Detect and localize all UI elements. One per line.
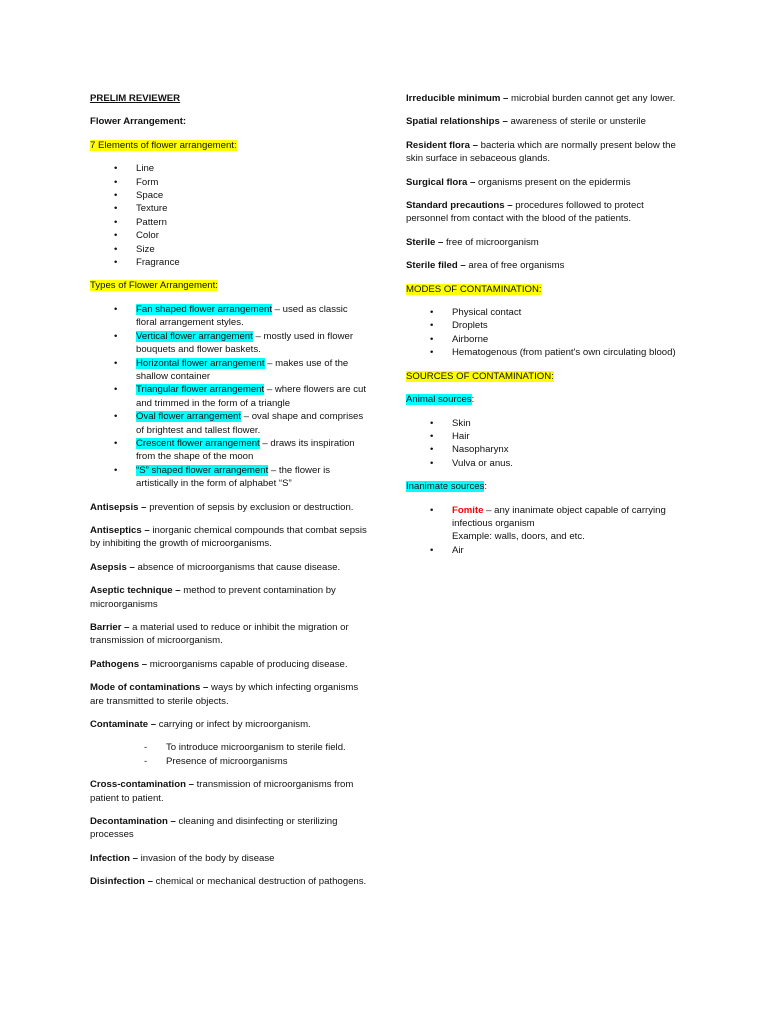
list-item: - Presence of microorganisms (166, 755, 370, 768)
definition: Contaminate – carrying or infect by microorganism. (90, 719, 311, 731)
list-item: • Air (452, 544, 686, 557)
subtitle: Flower Arrangement: (90, 116, 187, 128)
list-item: • Pattern (136, 216, 370, 229)
types-heading: Types of Flower Arrangement: (90, 280, 218, 292)
inanimate-sources-heading: Inanimate sources: (406, 481, 488, 493)
list-item: • Form (136, 176, 370, 189)
list-item: - To introduce microorganism to sterile field. (166, 741, 370, 754)
animal-sources-list (406, 417, 686, 471)
list-item: • “S” shaped flower arrangement – the flower is artistically in the form of alphabet “S” (136, 464, 370, 491)
list-item: • Hair (452, 430, 686, 443)
list-item: • Crescent flower arrangement – draws its inspiration from the shape of the moon (136, 437, 370, 464)
list-item: • Line (136, 162, 370, 175)
definition: Sterile – free of microorganism (406, 236, 539, 248)
definition: Irreducible minimum – microbial burden cannot get any lower. (406, 93, 676, 104)
list-item: • Airborne (452, 333, 686, 346)
elements-heading: 7 Elements of flower arrangement: (90, 139, 237, 151)
list-item: • Vulva or anus. (452, 457, 686, 470)
list-item: • Skin (452, 417, 686, 430)
list-item: • Fomite – any inanimate object capable of carrying infectious organism Example: walls, doors, and etc. (452, 504, 686, 544)
definition: Spatial relationships – awareness of sterile or unsterile (406, 116, 646, 128)
list-item: • Nasopharynx (452, 443, 686, 456)
list-item: • Texture (136, 202, 370, 215)
definition: Antisepsis – prevention of sepsis by exclusion or destruction. (90, 501, 354, 513)
left-column (90, 92, 370, 899)
definition: Disinfection – chemical or mechanical destruction of pathogens. (90, 876, 367, 888)
sources-heading: SOURCES OF CONTAMINATION: (406, 370, 554, 382)
list-item: • Hematogenous (from patient's own circulating blood) (452, 346, 686, 359)
types-list (90, 303, 370, 491)
list-item: • Color (136, 229, 370, 242)
definition: Antiseptics – inorganic chemical compounds that combat sepsis by inhibiting the growth of microorganisms. (90, 524, 367, 550)
list-item: • Physical contact (452, 306, 686, 319)
definition: Infection – invasion of the body by disease (90, 852, 275, 864)
modes-heading: MODES OF CONTAMINATION: (406, 283, 542, 295)
definition: Pathogens – microorganisms capable of producing disease. (90, 658, 348, 670)
list-item: • Fragrance (136, 256, 370, 269)
inanimate-sources-list (406, 504, 686, 558)
definition: Decontamination – cleaning and disinfecting or sterilizing processes (90, 816, 338, 841)
definition: Cross-contamination – transmission of microorganisms from patient to patient. (90, 779, 354, 804)
definition: Asepsis – absence of microorganisms that cause disease. (90, 561, 341, 573)
right-column (406, 92, 686, 567)
animal-sources-heading: Animal sources: (406, 394, 475, 406)
page-title: PRELIM REVIEWER (90, 93, 181, 104)
definition: Barrier – a material used to reduce or inhibit the migration or transmission of microorganism. (90, 622, 349, 647)
definition: Surgical flora – organisms present on the epidermis (406, 176, 631, 188)
definition: Resident flora – bacteria which are normally present below the skin surface in sebaceous glands. (406, 139, 676, 165)
definition: Sterile filed – area of free organisms (406, 260, 565, 272)
list-item: • Oval flower arrangement – oval shape and comprises of brightest and tallest flower. (136, 410, 370, 437)
list-item: • Horizontal flower arrangement – makes use of the shallow container (136, 357, 370, 384)
contaminate-list (90, 741, 370, 768)
definition: Mode of contaminations – ways by which infecting organisms are transmitted to sterile objects. (90, 682, 359, 707)
list-item: • Droplets (452, 319, 686, 332)
elements-list (90, 162, 370, 269)
list-item: • Vertical flower arrangement – mostly used in flower bouquets and flower baskets. (136, 330, 370, 357)
list-item: • Size (136, 243, 370, 256)
definition: Standard precautions – procedures followed to protect personnel from contact with the blood of the patients. (406, 200, 644, 225)
list-item: • Space (136, 189, 370, 202)
list-item: • Fan shaped flower arrangement – used as classic floral arrangement styles. (136, 303, 370, 330)
modes-list (406, 306, 686, 360)
definition: Aseptic technique – method to prevent contamination by microorganisms (90, 585, 336, 610)
list-item: • Triangular flower arrangement – where flowers are cut and trimmed in the form of a triangle (136, 383, 370, 410)
